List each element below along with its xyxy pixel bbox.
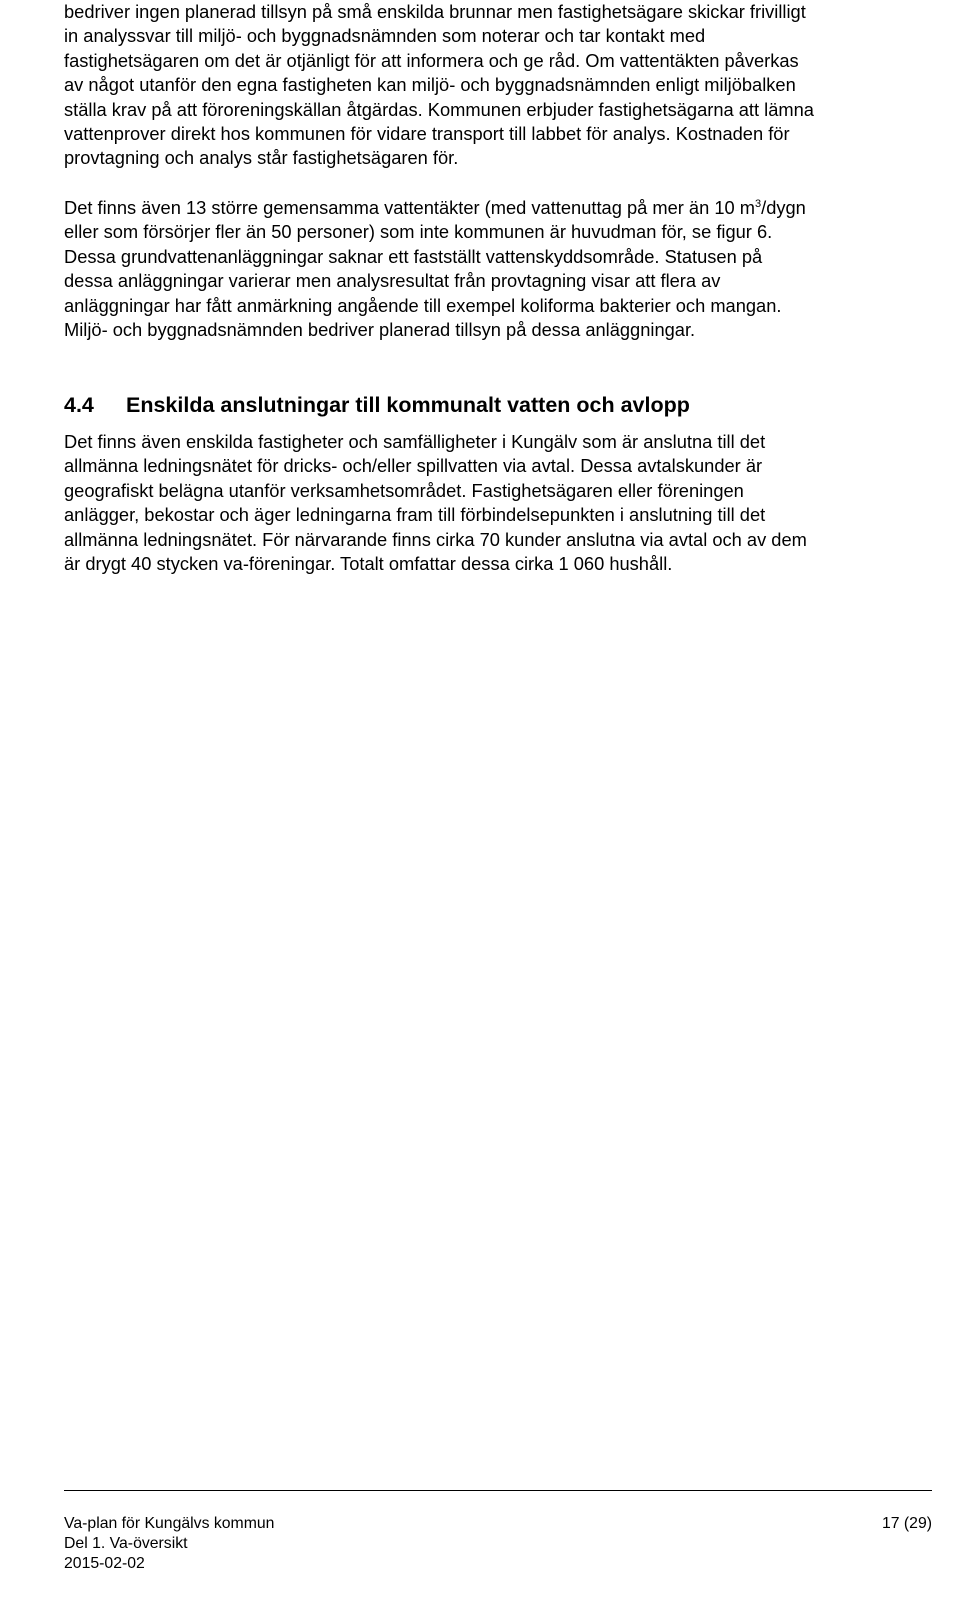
paragraph-line: anlägger, bekostar och äger ledningarna fram till förbindelsepunkten i anslutning till det xyxy=(64,504,766,526)
paragraph-line: eller som försörjer fler än 50 personer) som inte kommunen är huvudman för, se figur 6. xyxy=(64,221,773,243)
page-footer xyxy=(64,1514,932,1574)
paragraph-line: av något utanför den egna fastigheten kan miljö- och byggnadsnämnden enligt miljöbalken xyxy=(64,74,796,96)
paragraph-line: Miljö- och byggnadsnämnden bedriver planerad tillsyn på dessa anläggningar. xyxy=(64,319,696,341)
paragraph-line: geografiskt belägna utanför verksamhetsområdet. Fastighetsägaren eller föreningen xyxy=(64,479,744,501)
line-text: /dygn xyxy=(761,197,806,218)
paragraph-line: in analyssvar till miljö- och byggnadsnämnden som noterar och tar kontakt med xyxy=(64,25,706,47)
paragraph-line: ställa krav på att föroreningskällan åtgärdas. Kommunen erbjuder fastighetsägarna att lämna xyxy=(64,98,814,120)
paragraph-line xyxy=(64,196,944,220)
paragraph-line: bedriver ingen planerad tillsyn på små enskilda brunnar men fastighetsägare skickar frivilligt xyxy=(64,1,806,22)
line-text: Det finns även 13 större gemensamma vattentäkter (med vattenuttag på mer än 10 m xyxy=(64,197,755,218)
section-number: 4.4 xyxy=(64,393,94,417)
paragraph-line: Dessa grundvattenanläggningar saknar ett fastställt vattenskyddsområde. Statusen på xyxy=(64,245,763,267)
footer-date: 2015-02-02 xyxy=(64,1555,145,1572)
paragraph-line: Det finns även enskilda fastigheter och samfälligheter i Kungälv som är anslutna till det xyxy=(64,431,766,452)
paragraph-line: allmänna ledningsnätet för dricks- och/eller spillvatten via avtal. Dessa avtalskunder är xyxy=(64,455,763,477)
footer-part: Del 1. Va-översikt xyxy=(64,1535,188,1552)
paragraph-line: provtagning och analys står fastighetsägaren för. xyxy=(64,147,459,169)
paragraph-line: allmänna ledningsnätet. För närvarande finns cirka 70 kunder anslutna via avtal och av dem xyxy=(64,528,807,550)
paragraph-line: är drygt 40 stycken va-föreningar. Totalt omfattar dessa cirka 1 060 hushåll. xyxy=(64,553,673,575)
paragraph-line: fastighetsägaren om det är otjänligt för att informera och ge råd. Om vattentäkten påverkas xyxy=(64,49,799,71)
paragraph-enskilda-anslutningar xyxy=(64,430,944,576)
section-heading xyxy=(64,392,944,418)
footer-document-title: Va-plan för Kungälvs kommun xyxy=(64,1515,275,1532)
paragraph-tillsyn-brunnar xyxy=(64,0,944,171)
paragraph-line: dessa anläggningar varierar men analysresultat från provtagning visar att flera av xyxy=(64,270,721,292)
paragraph-line: vattenprover direkt hos kommunen för vidare transport till labbet för analys. Kostnaden för xyxy=(64,123,790,145)
paragraph-line: anläggningar har fått anmärkning angående till exempel koliforma bakterier och mangan. xyxy=(64,294,782,316)
footer-page-number: 17 (29) xyxy=(881,1515,932,1532)
section-title: Enskilda anslutningar till kommunalt vatten och avlopp xyxy=(126,393,690,417)
superscript: 3 xyxy=(754,197,762,210)
paragraph-gemensamma-vattentakter xyxy=(64,196,944,342)
footer-divider xyxy=(64,1490,932,1491)
footer-row xyxy=(64,1514,932,1534)
